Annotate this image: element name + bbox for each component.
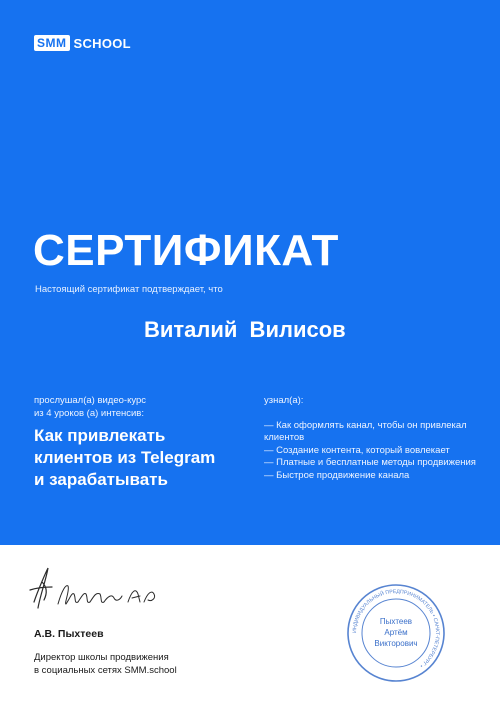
course-intro-line: прослушал(а) видео-курс [34,395,147,406]
course-title-line: клиентов из Telegram [34,448,216,467]
certificate-title: СЕРТИФИКАТ [33,226,339,275]
course-title-line: Как привлекать [34,426,166,445]
course-title-line: и зарабатывать [34,470,168,489]
handwritten-signature [24,560,194,620]
learned-item: — Создание контента, который вовлекает [264,444,450,456]
signatory-role [34,651,234,677]
stamp-line: Артём [384,628,408,637]
course-intro [34,394,146,420]
signatory-role-line: Директор школы продвижения [34,652,169,663]
signatory-role-line: в социальных сетях SMM.school [34,665,177,676]
stamp-line: Пыхтеев [379,617,413,626]
logo-text: SCHOOL [73,35,131,51]
recipient-name: Виталий Вилисов [144,317,346,342]
course-intro-line: из 4 уроков (а) интенсив: [34,408,144,419]
smm-school-logo [34,35,131,51]
learned-section [264,395,479,482]
learned-item: — Как оформлять канал, чтобы он привлекал клиентов [264,419,467,443]
official-stamp [346,583,446,683]
course-title [34,425,254,491]
learned-item: — Быстрое продвижение канала [264,469,410,481]
learned-item: — Платные и бесплатные методы продвижения [264,457,476,468]
learned-heading: узнал(а): [264,395,304,406]
learned-list [264,420,479,483]
stamp-line: Викторович [374,639,418,648]
stamp-ring-text: ИНДИВИДУАЛЬНЫЙ ПРЕДПРИНИМАТЕЛЬ • САНКТ-ПЕТЕРБУРГ • [351,588,441,669]
certificate-subtitle: Настоящий сертификат подтверждает, что [35,284,223,295]
logo-box: SMM [34,35,70,51]
signatory-name: А.В. Пыхтеев [34,628,104,640]
